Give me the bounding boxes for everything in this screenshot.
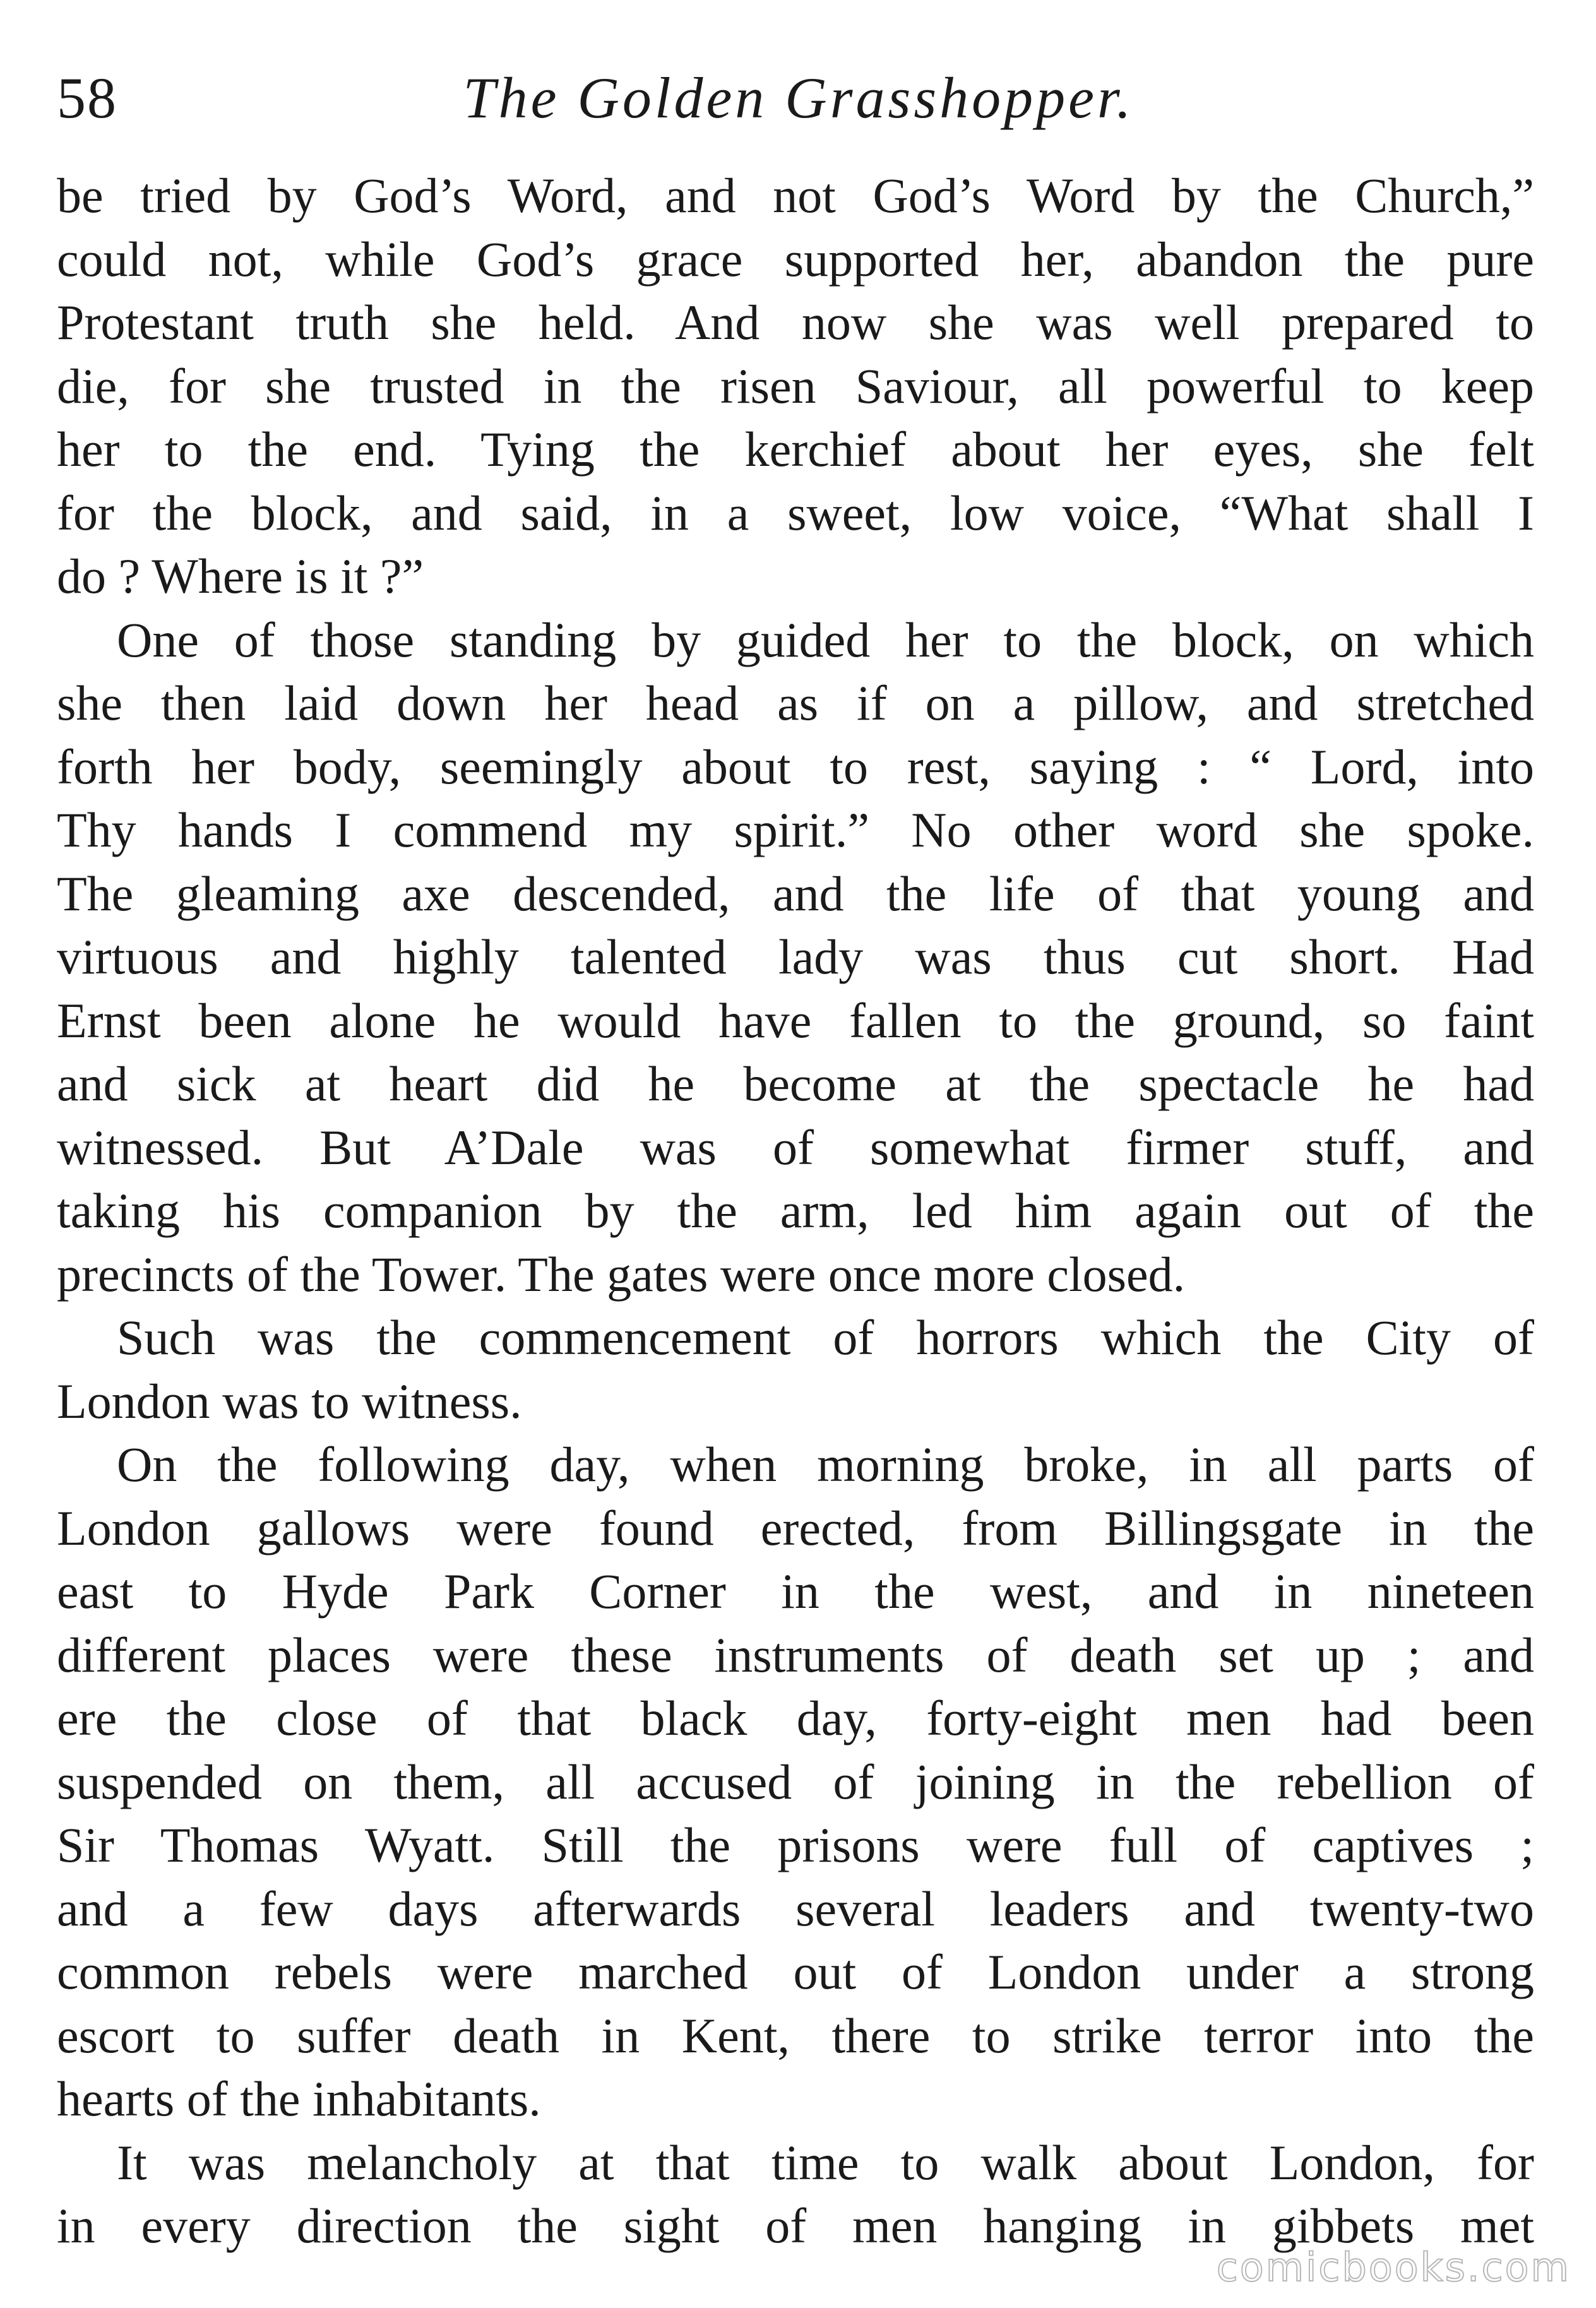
page-number: 58 [57, 66, 117, 130]
text-line: could not, while God’s grace supported her, abandon the pure [57, 231, 1534, 287]
text-line: east to Hyde Park Corner in the west, and in nineteen [57, 1564, 1534, 1619]
watermark: comicbooks.com [1216, 2244, 1571, 2290]
text-line: for the block, and said, in a sweet, low voice, “What shall I [57, 485, 1534, 540]
text-line: and a few days afterwards several leaders and twenty-two [57, 1881, 1534, 1936]
text-line: hearts of the inhabitants. [57, 2071, 541, 2126]
text-line: in every direction the sight of men hanging in gibbets met [57, 2198, 1534, 2253]
body-text [57, 164, 1534, 2258]
text-line: One of those standing by guided her to the block, on which [117, 612, 1534, 667]
text-line: virtuous and highly talented lady was thus cut short. Had [57, 929, 1534, 984]
text-line: taking his companion by the arm, led him again out of the [57, 1183, 1534, 1238]
text-line: escort to suffer death in Kent, there to strike terror into the [57, 2008, 1534, 2063]
text-line: do ? Where is it ?” [57, 549, 424, 604]
text-line: London gallows were found erected, from Billingsgate in the [57, 1500, 1534, 1556]
page-header [57, 57, 1540, 139]
text-line: The gleaming axe descended, and the life of that young and [57, 866, 1534, 921]
text-line: forth her body, seemingly about to rest, saying : “ Lord, into [57, 739, 1534, 794]
text-line: witnessed. But A’Dale was of somewhat firmer stuff, and [57, 1119, 1534, 1175]
text-line: her to the end. Tying the kerchief about her eyes, she felt [57, 422, 1534, 477]
text-line: ere the close of that black day, forty-eight men had been [57, 1691, 1534, 1746]
running-title: The Golden Grasshopper. [463, 66, 1134, 130]
text-line: die, for she trusted in the risen Saviour, all powerful to keep [57, 358, 1534, 413]
text-line: Sir Thomas Wyatt. Still the prisons were full of captives ; [57, 1817, 1534, 1872]
text-line: On the following day, when morning broke, in all parts of [117, 1437, 1534, 1492]
text-line: Thy hands I commend my spirit.” No other word she spoke. [57, 802, 1534, 857]
text-line: precincts of the Tower. The gates were once more closed. [57, 1246, 1186, 1302]
text-line: and sick at heart did he become at the spectacle he had [57, 1056, 1534, 1111]
text-line: Protestant truth she held. And now she was well prepared to [57, 295, 1534, 350]
text-line: different places were these instruments of death set up ; and [57, 1627, 1534, 1682]
text-line: she then laid down her head as if on a pillow, and stretched [57, 675, 1534, 730]
text-line: suspended on them, all accused of joining in the rebellion of [57, 1754, 1534, 1809]
text-line: London was to witness. [57, 1373, 522, 1429]
text-line: It was melancholy at that time to walk about London, for [117, 2134, 1534, 2190]
text-line: Such was the commencement of horrors which the City of [117, 1310, 1534, 1365]
text-line: be tried by God’s Word, and not God’s Word by the Church,” [57, 168, 1534, 223]
text-line: Ernst been alone he would have fallen to the ground, so faint [57, 992, 1534, 1048]
text-line: common rebels were marched out of London under a strong [57, 1944, 1534, 1999]
